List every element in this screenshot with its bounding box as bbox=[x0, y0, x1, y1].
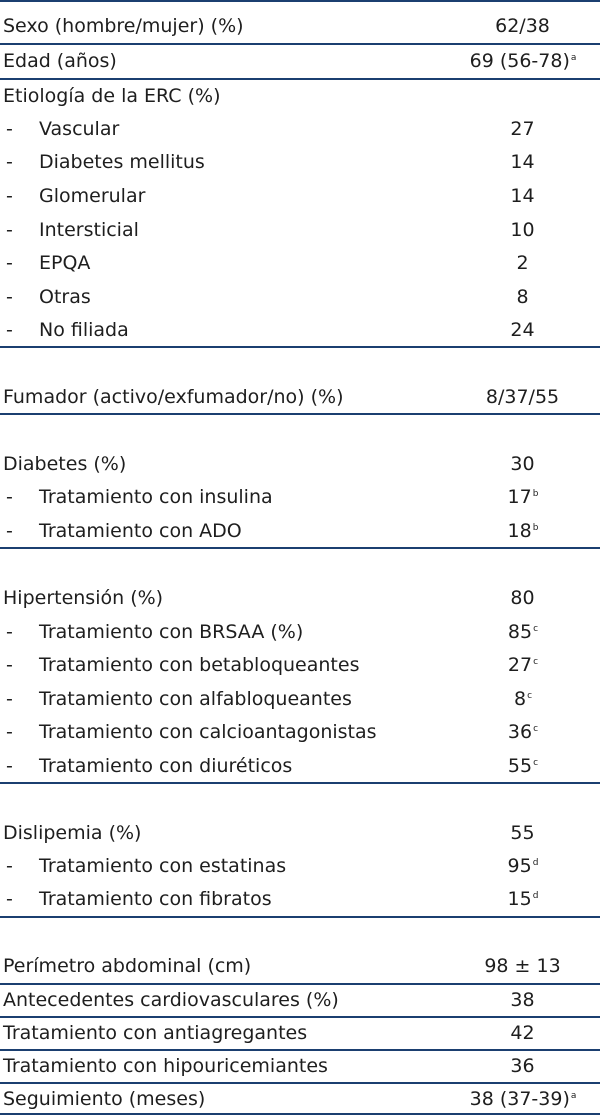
table-row: - Otras 8 bbox=[0, 280, 600, 314]
row-value: 18$^b$ bbox=[507, 520, 539, 542]
row-value: 8 bbox=[516, 286, 529, 308]
row-label: Diabetes (%) bbox=[3, 453, 127, 475]
row-value: 14 bbox=[510, 151, 535, 173]
row-value: 55 bbox=[510, 822, 535, 844]
table-row bbox=[0, 1016, 600, 1050]
row-label: Fumador (activo/exfumador/no) (%) bbox=[3, 386, 344, 408]
table-row bbox=[0, 816, 600, 850]
row-value: 2 bbox=[516, 252, 529, 274]
row-value: 98 ± 13 bbox=[484, 955, 561, 977]
table-row: - Tratamiento con ADO 18$^b$ bbox=[0, 514, 600, 548]
row-label: Edad (años) bbox=[3, 50, 117, 72]
table-row bbox=[0, 44, 600, 78]
row-label: Etiología de la ERC (%) bbox=[3, 85, 221, 107]
table-rule bbox=[0, 916, 600, 918]
row-value: 85$^c$ bbox=[507, 621, 539, 643]
table-row: - Tratamiento con alfabloqueantes 8$^c$ bbox=[0, 682, 600, 716]
row-value: 62/38 bbox=[495, 15, 550, 37]
table-row bbox=[0, 983, 600, 1017]
table-row: - Tratamiento con diuréticos 55$^c$ bbox=[0, 749, 600, 783]
table-row bbox=[0, 380, 600, 414]
table-row: - Vascular 27 bbox=[0, 112, 600, 146]
row-value: 30 bbox=[510, 453, 535, 475]
table-row bbox=[0, 1049, 600, 1083]
row-value: 27$^c$ bbox=[507, 654, 539, 676]
table-row: - EPQA 2 bbox=[0, 246, 600, 280]
row-value: 24 bbox=[510, 319, 535, 341]
row-label: Dislipemia (%) bbox=[3, 822, 142, 844]
table-row: - Tratamiento con betabloqueantes 27$^c$ bbox=[0, 648, 600, 682]
table-row: - Glomerular 14 bbox=[0, 179, 600, 213]
table-rule bbox=[0, 0, 600, 2]
row-value: 14 bbox=[510, 185, 535, 207]
row-value: 95$^d$ bbox=[507, 855, 539, 877]
row-value: 27 bbox=[510, 118, 535, 140]
row-value: 69 $(56-78)^a$ bbox=[469, 50, 577, 72]
row-label: Tratamiento con antiagregantes bbox=[3, 1022, 308, 1044]
row-label: Hipertensión (%) bbox=[3, 587, 164, 609]
row-value: 38 $(37-39)^a$ bbox=[469, 1088, 577, 1110]
table-row: - Tratamiento con insulina 17$^b$ bbox=[0, 480, 600, 514]
row-value: 15$^d$ bbox=[507, 888, 539, 910]
table-row bbox=[0, 9, 600, 43]
row-value: 38 bbox=[510, 989, 535, 1011]
table-row: - Tratamiento con fibratos 15$^d$ bbox=[0, 882, 600, 916]
row-value: 10 bbox=[510, 219, 535, 241]
table-row: - Tratamiento con BRSAA (%) 85$^c$ bbox=[0, 615, 600, 649]
row-value: 42 bbox=[510, 1022, 535, 1044]
row-value: 80 bbox=[510, 587, 535, 609]
row-value: 17$^b$ bbox=[507, 486, 539, 508]
row-value: 55$^c$ bbox=[507, 755, 539, 777]
table-row bbox=[0, 949, 600, 983]
table-row: - Intersticial 10 bbox=[0, 213, 600, 247]
table-row bbox=[0, 581, 600, 615]
row-label: Tratamiento con hipouricemiantes bbox=[3, 1055, 328, 1077]
table-row: - No filiada 24 bbox=[0, 313, 600, 347]
row-label: Antecedentes cardiovasculares (%) bbox=[3, 989, 339, 1011]
table-row: - Tratamiento con calcioantagonistas 36$^c$ bbox=[0, 715, 600, 749]
row-value: 36 bbox=[510, 1055, 535, 1077]
row-value: 8/37/55 bbox=[485, 386, 560, 408]
row-label: Perímetro abdominal (cm) bbox=[3, 955, 252, 977]
row-value: 36$^c$ bbox=[507, 721, 539, 743]
table-row: - Diabetes mellitus 14 bbox=[0, 145, 600, 179]
row-label: Seguimiento (meses) bbox=[3, 1088, 206, 1110]
table-row bbox=[0, 447, 600, 481]
row-value: 8$^c$ bbox=[513, 688, 533, 710]
table-row bbox=[0, 1082, 600, 1116]
table-row bbox=[0, 79, 600, 113]
row-label: Sexo (hombre/mujer) (%) bbox=[3, 15, 244, 37]
row-value bbox=[398, 85, 600, 107]
table-row: - Tratamiento con estatinas 95$^d$ bbox=[0, 849, 600, 883]
